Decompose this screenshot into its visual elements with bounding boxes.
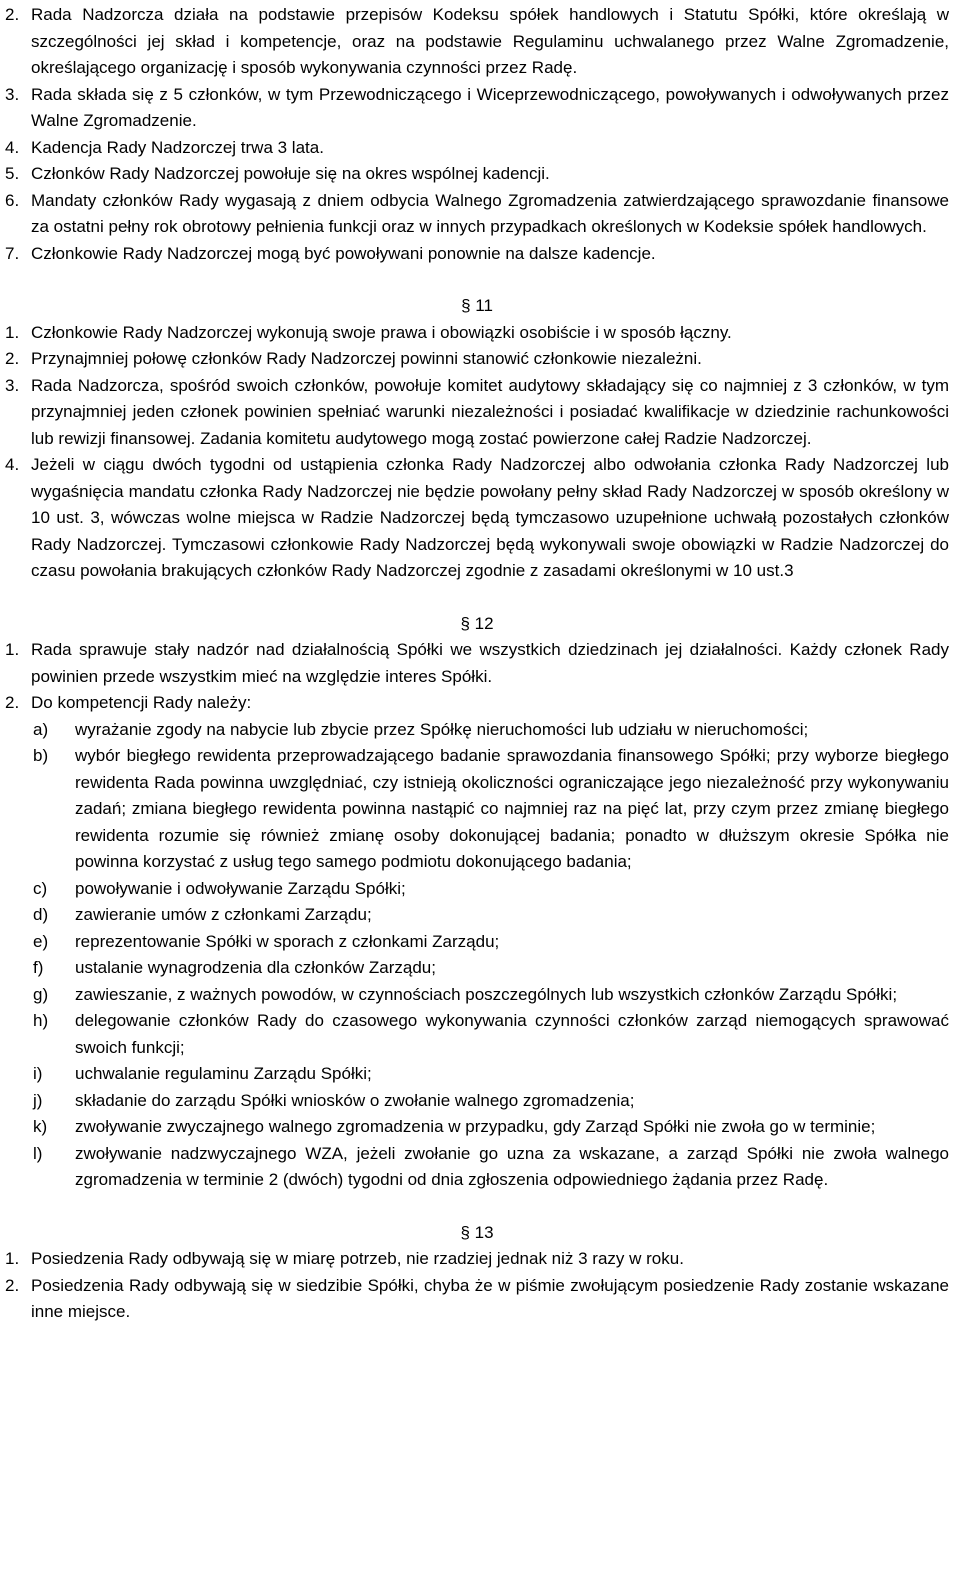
list-item: 1. Członkowie Rady Nadzorczej wykonują swoje prawa i obowiązki osobiście i w sposób łączny.	[5, 322, 732, 342]
section-heading-11: § 11	[461, 296, 493, 315]
sub-list-item: j) składanie do zarządu Spółki wniosków o zwołanie walnego zgromadzenia;	[33, 1090, 635, 1110]
list-item: 3. Rada składa się z 5 członków, w tym Przewodniczącego i Wiceprzewodniczącego, powoływanych i odwoływanych przez Walne Zgromadzenie.	[5, 84, 949, 130]
section-sign-icon: §	[461, 296, 476, 315]
list-item: 2. Posiedzenia Rady odbywają się w siedzibie Spółki, chyba że w piśmie zwołującym posiedzenie Rady zostanie wskazane inne miejsce.	[5, 1275, 949, 1321]
spacer	[5, 267, 949, 293]
sub-list-item: l) zwoływanie nadzwyczajnego WZA, jeżeli zwołanie go uzna za wskazane, a zarząd Spółki nie zwoła walnego zgromadzenia w terminie 2 (dwóch) tygodni od dnia zgłoszenia odpowiedniego żądania przez Radę.	[33, 1143, 949, 1189]
section-11-list	[5, 320, 949, 585]
section-heading-12: § 12	[460, 613, 494, 633]
list-item: 6. Mandaty członków Rady wygasają z dniem odbycia Walnego Zgromadzenia zatwierdzającego sprawozdanie finansowe za ostatni pełny rok obrotowy pełnienia funkcji oraz w innych przypadkach określonych w Kodeksie spółek handlowych.	[5, 190, 949, 236]
sub-list-item: k) zwoływanie zwyczajnego walnego zgromadzenia w przypadku, gdy Zarząd Spółki nie zwoła go w terminie;	[33, 1117, 876, 1136]
list-item: 2. Przynajmniej połowę członków Rady Nadzorczej powinni stanowić członkowie niezależni.	[5, 349, 702, 368]
sub-list-item: c) powoływanie i odwoływanie Zarządu Spółki;	[33, 878, 406, 898]
sub-list-item: e) reprezentowanie Spółki w sporach z członkami Zarządu;	[33, 931, 500, 951]
list-item: 7. Członkowie Rady Nadzorczej mogą być powoływani ponownie na dalsze kadencje.	[5, 243, 656, 263]
competence-sublist	[5, 717, 949, 1194]
sub-list-item: i) uchwalanie regulaminu Zarządu Spółki;	[33, 1064, 372, 1083]
section-heading-13: § 13	[460, 1222, 494, 1242]
intro-list	[5, 2, 949, 267]
list-item: 3. Rada Nadzorcza, spośród swoich członków, powołuje komitet audytowy składający się co najmniej z 3 członków, w tym przynajmniej jeden członek powinien spełniać warunki niezależności i posiadać kwalifikacje w dziedzinie rachunkowości lub rewizji finansowej. Zadania komitetu audytowego mogą zostać powierzone całej Radzie Nadzorczej.	[5, 375, 949, 448]
spacer	[5, 585, 949, 611]
list-item: 1. Rada sprawuje stały nadzór nad działalnością Spółki we wszystkich dziedzinach jej działalności. Każdy członek Rady powinien przede wszystkim mieć na względzie interes Spółki.	[5, 640, 949, 686]
list-item: 1. Posiedzenia Rady odbywają się w miarę potrzeb, nie rzadziej jednak niż 3 razy w roku.	[5, 1249, 684, 1268]
sub-list-item: a) wyrażanie zgody na nabycie lub zbycie przez Spółkę nieruchomości lub udziału w nieruchomości;	[33, 719, 809, 739]
list-item: 4. Kadencja Rady Nadzorczej trwa 3 lata.	[5, 137, 324, 157]
sub-list-item: f) ustalanie wynagrodzenia dla członków Zarządu;	[33, 958, 436, 977]
section-12-list	[5, 637, 949, 1194]
sub-list-item: b) wybór biegłego rewidenta przeprowadzającego badanie sprawozdania finansowego Spółki; przy wyborze biegłego rewidenta Rada powinna uwzględniać, czy istnieją okoliczności ograniczające jego niezależność przy wykonywaniu zadań; zmiana biegłego rewidenta powinna nastąpić co najmniej raz na pięć lat, przy czym przez zmianę biegłego rewidenta rozumie się również zmianę osoby dokonującej badania; ponadto w dłuższym okresie Spółka nie powinna korzystać z usług tego samego podmiotu dokonującego badania;	[33, 746, 949, 871]
section-sign-icon: §	[460, 613, 475, 633]
section-13-list	[5, 1246, 949, 1326]
sub-list-item: h) delegowanie członków Rady do czasowego wykonywania czynności członków zarząd niemogących sprawować swoich funkcji;	[33, 1011, 949, 1057]
list-item: 4. Jeżeli w ciągu dwóch tygodni od ustąpienia członka Rady Nadzorczej albo odwołania członka Rady Nadzorczej lub wygaśnięcia mandatu członka Rady Nadzorczej nie będzie powołany pełny skład Rady Nadzorczej w sposób określony w 10 ust. 3, wówczas wolne miejsca w Radzie Nadzorczej będą tymczasowo uzupełnione uchwałą pozostałych członków Rady Nadzorczej. Tymczasowi członkowie Rady Nadzorczej będą wykonywali swoje obowiązki w Radzie Nadzorczej do czasu powołania brakujących członków Rady Nadzorczej zgodnie z zasadami określonymi w 10 ust.3	[5, 455, 949, 580]
list-item: 5. Członków Rady Nadzorczej powołuje się na okres wspólnej kadencji.	[5, 164, 550, 183]
spacer	[5, 1194, 949, 1220]
section-sign-icon: §	[460, 1222, 475, 1242]
sub-list-item: g) zawieszanie, z ważnych powodów, w czynnościach poszczególnych lub wszystkich członków Zarządu Spółki;	[33, 984, 898, 1004]
list-item: 2. Do kompetencji Rady należy:	[5, 693, 252, 712]
list-item: 2. Rada Nadzorcza działa na podstawie przepisów Kodeksu spółek handlowych i Statutu Spółki, które określają w szczególności jej skład i kompetencje, oraz na podstawie Regulaminu uchwalanego przez Walne Zgromadzenie, określającego organizację i sposób wykonywania czynności przez Radę.	[5, 5, 949, 77]
sub-list-item: d) zawieranie umów z członkami Zarządu;	[33, 905, 372, 924]
